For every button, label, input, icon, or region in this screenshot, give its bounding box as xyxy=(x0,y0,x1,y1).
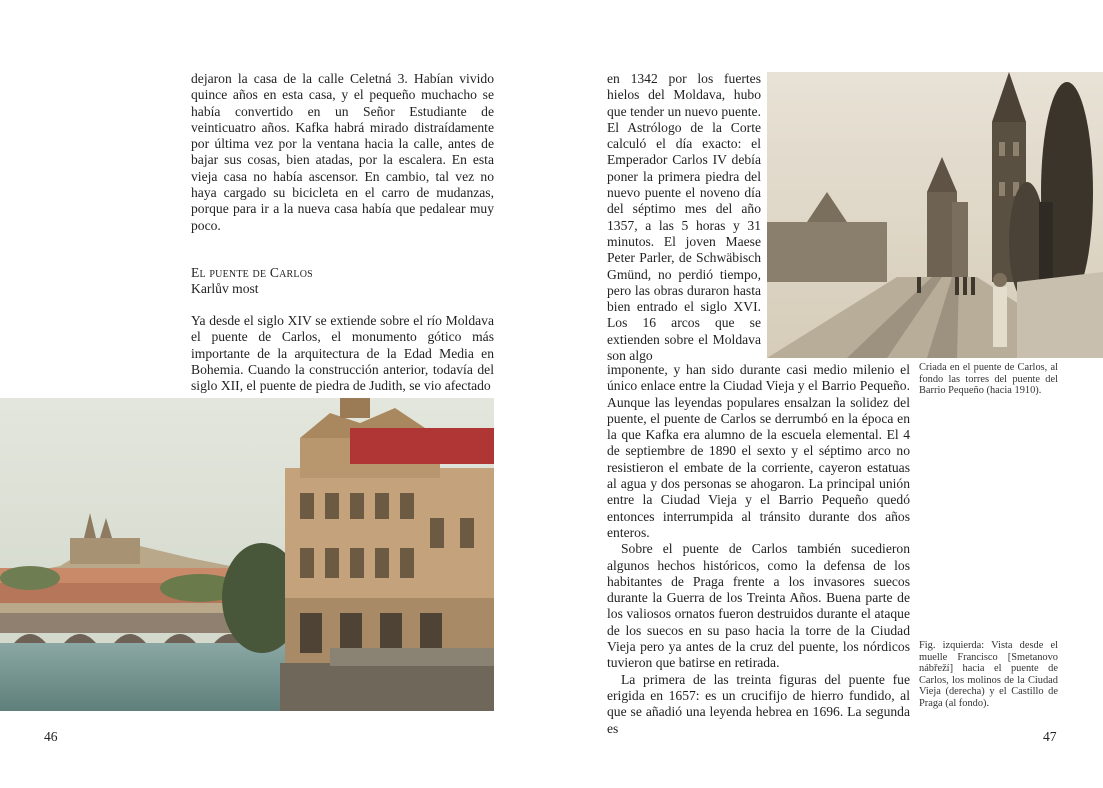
left-page-top-text xyxy=(191,71,494,234)
right-page-narrow-text xyxy=(607,71,761,364)
paragraph: La primera de las treinta figuras del puente fue erigida en 1657: es un crucifijo de hierro fundido, al que se añadió una leyenda hebrea en 1696. La segunda es xyxy=(607,671,910,736)
section-subtitle: Karlův most xyxy=(191,281,259,297)
charles-bridge-color-photo xyxy=(0,398,494,711)
section-title: El puente de Carlos xyxy=(191,265,313,280)
right-page-body-text xyxy=(607,362,910,737)
paragraph: imponente, y han sido durante casi medio milenio el único enlace entre la Ciudad Vieja y el Barrio Pequeño. Aunque las leyendas populares ensalzan la solidez del puente, el puente de Carlos se derrumbó en la época en la que Kafka era alumno de la escuela elemental. El 4 de septiembre de 1890 el sexto y el séptimo arco no resistieron el embate de la corriente, cayeron estatuas al agua y dos personas se ahogaron. La principal unión entre la Ciudad Vieja y el Barrio Pequeño quedó entonces interrumpida al tránsito durante dos años enteros. xyxy=(607,362,910,540)
page-number-right: 47 xyxy=(1043,729,1057,744)
figure-caption: Fig. izquierda: Vista desde el muelle Francisco [Smetanovo nábřeží] hacia el puente de Carlos, los molinos de la Ciudad Vieja (derecha) y el Castillo de Praga (al fondo). xyxy=(919,640,1058,709)
page-number-left: 46 xyxy=(44,729,58,744)
paragraph: Ya desde el siglo XIV se extiende sobre el río Moldava el puente de Carlos, el monumento gótico más importante de la arquitectura de la Edad Media en Bohemia. Cuando la construcción anterior, todavía del siglo XII, el puente de piedra de Judith, se vio afectado xyxy=(191,313,494,394)
paragraph: en 1342 por los fuertes hielos del Moldava, hubo que tender un nuevo puente. El Astrólogo de la Corte calculó el día exacto: el Emperador Carlos IV debía poner la primera piedra del nuevo puente el noveno día del séptimo mes del año 1357, a las 5 horas y 31 minutos. El joven Maese Peter Parler, de Schwäbisch Gmünd, no perdió tiempo, pero las obras duraron hasta bien entrado el siglo XVI. Los 16 arcos que se extienden sobre el Moldava son algo xyxy=(607,71,761,364)
left-page-body-text xyxy=(191,313,494,394)
section-heading xyxy=(191,265,494,298)
photo-caption: Criada en el puente de Carlos, al fondo las torres del puente del Barrio Pequeño (hacia 1910). xyxy=(919,362,1058,397)
paragraph: dejaron la casa de la calle Celetná 3. Habían vivido quince años en esta casa, y el pequeño muchacho se había convertido en un Señor Estudiante de veinticuatro años. Kafka habrá mirado distraídamente por última vez por la ventana hacia la calle, antes de bajar sus cosas, bien atadas, por la escalera. En esta vieja casa no había ascensor. En cambio, tal vez no haya cargado su bicicleta en el carro de mudanzas, porque para ir a la nueva casa había que pedalear muy poco. xyxy=(191,71,494,233)
paragraph: Sobre el puente de Carlos también sucedieron algunos hechos históricos, como la defensa de los habitantes de Praga frente a los invasores suecos durante la Guerra de los Treinta Años. Buena parte de los valiosos ornatos fueron destruidos durante el ataque de los suecos en su paso hacia la torre de la Ciudad Vieja pero ya antes de la cruz del puente, los nórdicos tuvieron que batirse en retirada. xyxy=(607,541,910,671)
bridge-sepia-photo xyxy=(767,72,1103,358)
